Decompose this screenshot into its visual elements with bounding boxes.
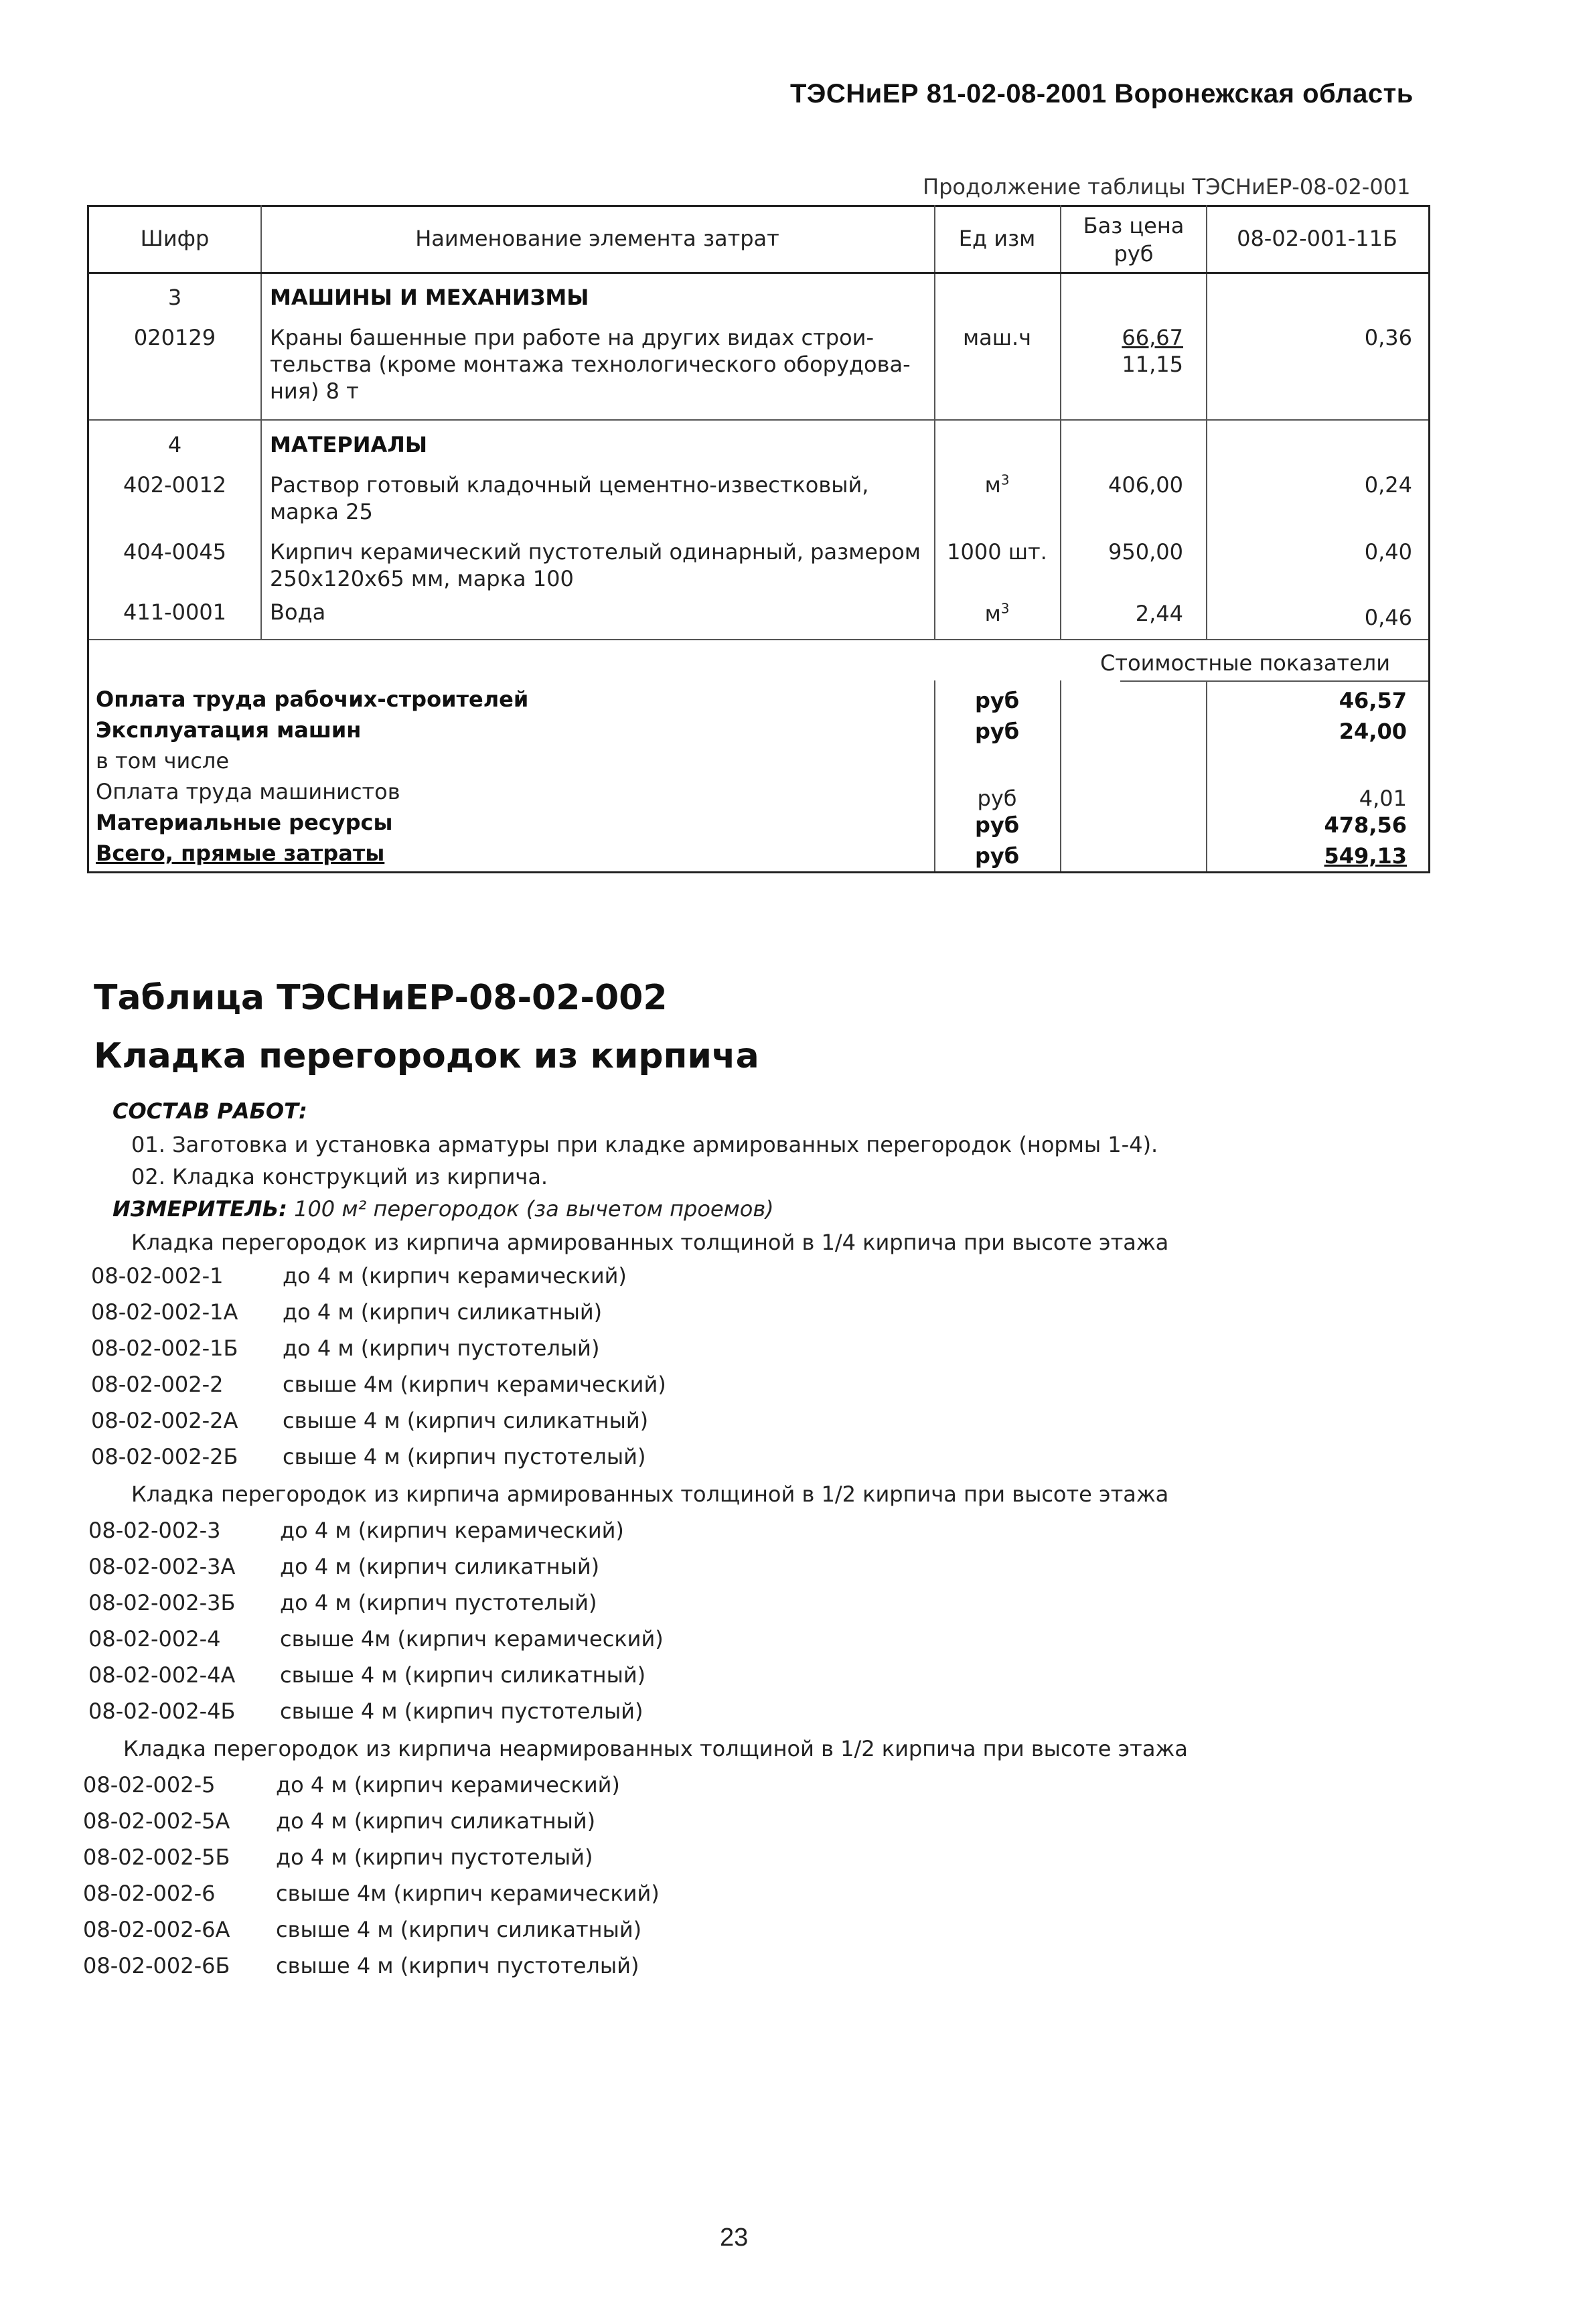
cost-label-total: Всего, прямые затраты: [96, 841, 385, 866]
divider-price: [1206, 205, 1207, 639]
row-value: 0,24: [1364, 472, 1412, 498]
row-name: ния) 8 т: [270, 378, 359, 404]
row-price: 66,67: [1122, 325, 1183, 350]
materials-bottom-line: [89, 639, 1428, 640]
page-header: ТЭСНиЕР 81-02-08-2001 Воронежская область: [790, 79, 1414, 108]
row-price: 406,00: [1108, 472, 1183, 498]
page-number: 23: [720, 2224, 749, 2252]
norm-desc: свыше 4 м (кирпич силикатный): [276, 1917, 642, 1942]
norm-code: 08-02-002-1: [91, 1263, 224, 1289]
row-value: 0,40: [1364, 539, 1412, 565]
cost-header: Стоимостные показатели: [1100, 650, 1390, 676]
norm-code: 08-02-002-6Б: [83, 1953, 230, 1978]
row-name: марка 25: [270, 499, 373, 524]
norm-desc: до 4 м (кирпич пустотелый): [276, 1844, 593, 1870]
norm-desc: до 4 м (кирпич силикатный): [283, 1299, 603, 1325]
norm-code: 08-02-002-3А: [88, 1554, 236, 1579]
col-header-unit: Ед изм: [958, 226, 1036, 251]
cost-unit: руб: [974, 843, 1020, 869]
cost-value: 46,57: [1339, 688, 1407, 713]
norm-desc: свыше 4 м (кирпич пустотелый): [280, 1698, 643, 1724]
row-code: 411-0001: [123, 599, 227, 625]
norm-code: 08-02-002-2Б: [91, 1444, 238, 1469]
cost-unit: руб: [974, 719, 1020, 744]
row-name: Раствор готовый кладочный цементно-известковый,: [270, 472, 869, 498]
divider-cost-price: [1060, 680, 1061, 871]
cost-label: Эксплуатация машин: [96, 717, 362, 743]
col-header-norm: 08-02-001-11Б: [1237, 226, 1397, 251]
section-number: 3: [167, 285, 182, 310]
norm-code: 08-02-002-4А: [88, 1662, 236, 1688]
norm-code: 08-02-002-2А: [91, 1408, 238, 1433]
norm-desc: до 4 м (кирпич силикатный): [280, 1554, 600, 1579]
norm-desc: до 4 м (кирпич керамический): [280, 1518, 624, 1543]
norm-code: 08-02-002-5А: [83, 1808, 230, 1834]
group-heading: Кладка перегородок из кирпича неармированных толщиной в 1/2 кирпича при высоте этажа: [123, 1736, 1188, 1761]
col-header-base-price: Баз цена руб: [1083, 213, 1185, 267]
row-code: 404-0045: [123, 539, 227, 565]
norm-code: 08-02-002-3: [88, 1518, 221, 1543]
cost-label: Оплата труда машинистов: [96, 779, 400, 804]
divider-code: [260, 205, 262, 639]
norm-desc: до 4 м (кирпич силикатный): [276, 1808, 596, 1834]
norm-code: 08-02-002-6: [83, 1881, 216, 1906]
norm-desc: до 4 м (кирпич пустотелый): [283, 1335, 600, 1361]
row-price: 950,00: [1108, 539, 1183, 565]
table-top-border: [87, 205, 1430, 207]
norm-code: 08-02-002-5: [83, 1772, 216, 1798]
norm-code: 08-02-002-2: [91, 1372, 224, 1397]
cost-value: 4,01: [1359, 786, 1407, 811]
cost-label: Оплата труда рабочих-строителей: [96, 686, 529, 712]
work-item: 02. Кладка конструкций из кирпича.: [131, 1164, 548, 1189]
norm-desc: до 4 м (кирпич пустотелый): [280, 1590, 597, 1615]
cost-value: 478,56: [1324, 812, 1407, 838]
row-unit: 1000 шт.: [947, 539, 1047, 565]
col-header-name: Наименование элемента затрат: [415, 226, 779, 251]
norm-code: 08-02-002-5Б: [83, 1844, 230, 1870]
row-unit: $м^3$: [984, 471, 1010, 498]
table-subtitle: Кладка перегородок из кирпича: [94, 1036, 759, 1076]
cost-unit: руб: [974, 812, 1020, 838]
row-price-secondary: 11,15: [1122, 352, 1183, 377]
row-value: 0,36: [1364, 325, 1412, 350]
table-continuation-caption: Продолжение таблицы ТЭСНиЕР-08-02-001: [923, 174, 1411, 200]
meter-line: [112, 1196, 774, 1222]
row-code: 020129: [133, 325, 216, 350]
meter-label: ИЗМЕРИТЕЛЬ:: [112, 1196, 287, 1222]
norm-desc: свыше 4 м (кирпич силикатный): [283, 1408, 649, 1433]
section-number: 4: [167, 432, 182, 457]
row-name: Краны башенные при работе на других видах строи-: [270, 325, 874, 350]
cost-value-total: 549,13: [1324, 843, 1407, 869]
row-name: тельства (кроме монтажа технологического оборудова-: [270, 352, 911, 377]
norm-code: 08-02-002-1А: [91, 1299, 238, 1325]
work-item: 01. Заготовка и установка арматуры при кладке армированных перегородок (нормы 1-4).: [131, 1132, 1158, 1157]
meter-value: 100 м² перегородок (за вычетом проемов): [294, 1196, 774, 1222]
norm-desc: свыше 4м (кирпич керамический): [276, 1881, 660, 1906]
cost-label: Материальные ресурсы: [96, 810, 393, 835]
cost-label: в том числе: [96, 748, 229, 774]
norm-desc: свыше 4м (кирпич керамический): [280, 1626, 664, 1652]
norm-desc: свыше 4 м (кирпич пустотелый): [283, 1444, 646, 1469]
divider-unit: [1060, 205, 1061, 639]
group-heading: Кладка перегородок из кирпича армированных толщиной в 1/2 кирпича при высоте этажа: [131, 1481, 1169, 1507]
norm-desc: до 4 м (кирпич керамический): [276, 1772, 620, 1798]
works-label: СОСТАВ РАБОТ:: [112, 1098, 307, 1124]
section-title: МАТЕРИАЛЫ: [270, 432, 428, 457]
norm-desc: свыше 4 м (кирпич пустотелый): [276, 1953, 639, 1978]
row-name: Вода: [270, 599, 326, 625]
norm-code: 08-02-002-4: [88, 1626, 221, 1652]
divider-name: [934, 205, 935, 639]
cost-unit: руб: [974, 688, 1020, 713]
row-name: Кирпич керамический пустотелый одинарный, размером: [270, 539, 921, 565]
row-code: 402-0012: [123, 472, 227, 498]
cost-unit: руб: [977, 786, 1017, 811]
cost-header-line: [1120, 680, 1428, 682]
norm-code: 08-02-002-6А: [83, 1917, 230, 1942]
section-title: МАШИНЫ И МЕХАНИЗМЫ: [270, 285, 589, 310]
row-unit: $м^3$: [984, 600, 1010, 626]
norm-desc: свыше 4 м (кирпич силикатный): [280, 1662, 646, 1688]
row-unit: маш.ч: [962, 325, 1032, 350]
norm-code: 08-02-002-3Б: [88, 1590, 236, 1615]
group-heading: Кладка перегородок из кирпича армированных толщиной в 1/4 кирпича при высоте этажа: [131, 1230, 1169, 1255]
row-price: 2,44: [1135, 601, 1183, 626]
col-header-code: Шифр: [140, 226, 210, 251]
row-name: 250х120х65 мм, марка 100: [270, 566, 574, 591]
section-separator: [89, 419, 1428, 421]
table-title: Таблица ТЭСНиЕР-08-02-002: [94, 978, 668, 1018]
row-value: 0,46: [1364, 605, 1412, 630]
resource-table: [87, 205, 1430, 873]
header-bottom-line: [89, 272, 1428, 274]
norm-desc: до 4 м (кирпич керамический): [283, 1263, 627, 1289]
norm-desc: свыше 4м (кирпич керамический): [283, 1372, 666, 1397]
norm-code: 08-02-002-1Б: [91, 1335, 238, 1361]
cost-value: 24,00: [1339, 719, 1407, 744]
norm-code: 08-02-002-4Б: [88, 1698, 236, 1724]
